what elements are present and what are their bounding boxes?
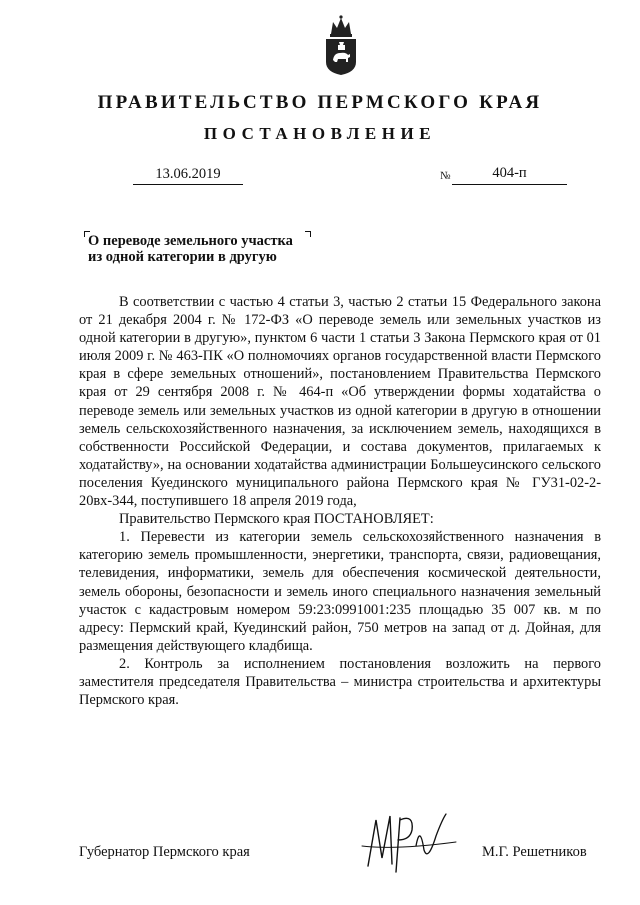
subject-bracket-right <box>305 231 311 237</box>
document-subject <box>88 233 293 265</box>
document-body <box>79 293 601 709</box>
document-type-title: ПОСТАНОВЛЕНИЕ <box>203 124 437 143</box>
document-number: 404-п <box>492 165 527 181</box>
government-title: ПРАВИТЕЛЬСТВО ПЕРМСКОГО КРАЯ <box>97 92 543 113</box>
signer-position: Губернатор Пермского края <box>79 844 250 860</box>
signer-name: М.Г. Решетников <box>482 844 587 860</box>
clause-1: 1. Перевести из категории земель сельскохозяйственного назначения в категорию земель промышленности, энергетики, транспорта, связи, радиовещания, телевидения, информатики, земель для обеспечения космической деятельности, земель обороны, безопасности и земель иного специального назначения земельный участок с кадастровым номером 59:23:0991001:235 площадью 35 007 кв. м по адресу: Пермский край, Куединский район, 750 метров на запад от д. Дойная, для размещения действующего кладбища. <box>79 529 601 654</box>
number-sign: № <box>440 170 451 182</box>
clause-2: 2. Контроль за исполнением постановления возложить на первого заместителя председателя Правительства – министра строительства и архитектуры Пермского края. <box>79 655 601 709</box>
number-underline <box>452 184 567 185</box>
coat-of-arms-icon <box>324 14 358 76</box>
subject-line-1: О переводе земельного участка <box>88 233 293 249</box>
date-underline <box>133 184 243 185</box>
document-date: 13.06.2019 <box>155 166 221 182</box>
subject-line-2: из одной категории в другую <box>88 249 277 265</box>
preamble-paragraph: В соответствии с частью 4 статьи 3, частью 2 статьи 15 Федерального закона от 21 декабря 2004 г. № 172-ФЗ «О переводе земель или земельных участков из одной категории в другую», пунктом 6 части 1 статьи 3 Закона Пермского края от 01 июля 2009 г. № 463-ПК «О полномочиях органов государственной власти Пермского края в сфере земельных отношений», постановлением Правительства Пермского края от 29 сентября 2008 г. № 464-п «Об утверждении формы ходатайства о переводе земель или земельных участков из одной категории в другую в отношении земель сельскохозяйственного назначения, за исключением земель, находящихся в собственности Российской Федерации, и состава документов, прилагаемых к ходатайству», на основании ходатайства администрации Большеусинского сельского поселения Куединского муниципального района Пермского края № ГУ31-02-2-20вх-344, поступившего 18 апреля 2019 года, <box>79 294 601 510</box>
resolution-statement: Правительство Пермского края ПОСТАНОВЛЯЕТ: <box>119 511 434 528</box>
handwritten-signature <box>356 806 466 878</box>
